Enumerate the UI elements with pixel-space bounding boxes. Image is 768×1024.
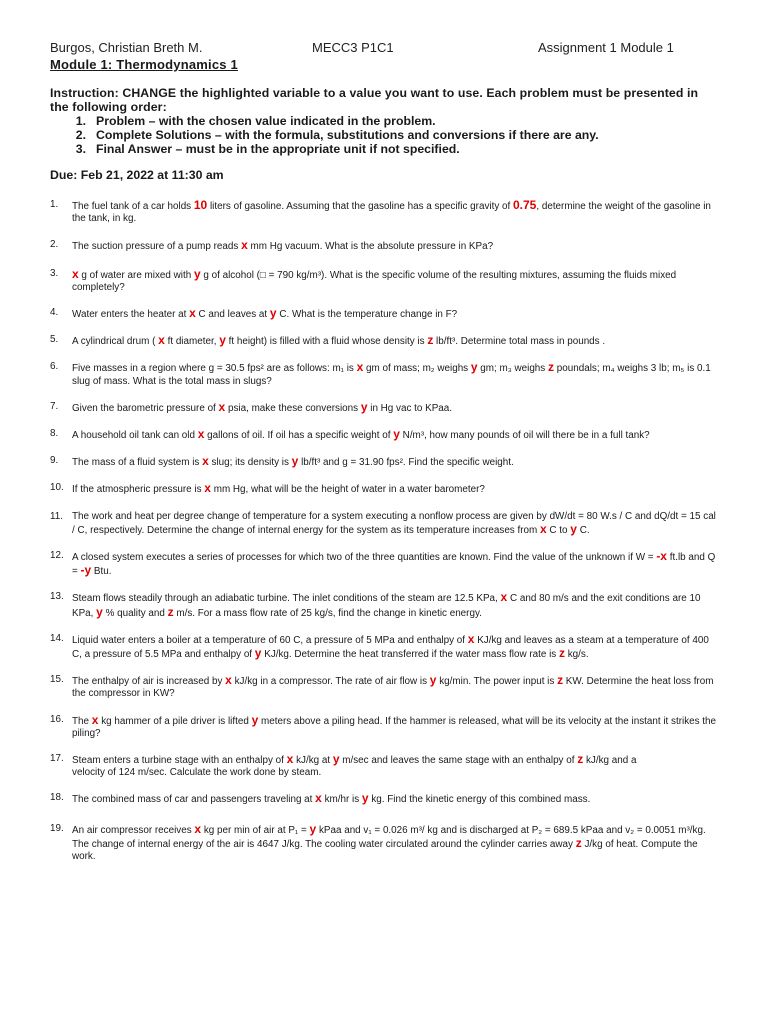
problem-text-segment: meters above a piling head. If the hammer is released, what will be its velocity at the instant it strikes the piling? [72,715,717,739]
problem-item [50,550,718,578]
problem-number: 12. [50,550,64,562]
problem-text-segment: C. [576,524,590,536]
instruction-step [50,142,718,156]
problem-text-segment: ft height) is filled with a fluid whose density is [225,336,428,348]
highlighted-variable: y [309,821,317,836]
problem-item [50,792,718,806]
highlighted-variable: x [241,238,248,253]
problem-text-segment: ft diameter, [164,336,220,348]
problem-number: 5. [50,334,59,346]
problem-item [50,455,718,469]
problem-text [72,482,718,496]
student-name: Burgos, Christian Breth M. [50,40,203,55]
instruction-text: Instruction: CHANGE the highlighted variable to a value you want to use. Each problem must be presented in the following order: [50,86,699,114]
problem-text [72,792,718,806]
highlighted-variable: z [548,360,554,375]
highlighted-variable: y [332,752,340,767]
highlighted-variable: y [360,399,368,414]
highlighted-variable: -x [656,549,667,564]
highlighted-variable: -y [80,563,92,578]
problem-text-segment: gm of mass; m₂ weighs [363,363,471,375]
problem-text-segment: kg. Find the kinetic energy of this combined mass. [368,794,591,806]
problem-text-segment: liters of gasoline. Assuming that the gasoline has a specific gravity of [207,201,513,212]
problem-text-segment: The mass of a fluid system is [72,457,203,469]
problem-item [50,268,718,294]
problem-number: 9. [50,455,59,467]
highlighted-variable: y [429,673,437,688]
problem-text-segment: Water enters the heater at [72,309,190,321]
problem-number: 15. [50,674,64,686]
problem-number: 11. [50,510,63,522]
highlighted-variable: z [558,646,565,661]
problem-list [50,199,718,863]
step-text: Final Answer – must be in the appropriate unit if not specified. [96,142,460,156]
problem-text-segment: kJ/kg and a [583,755,637,767]
problem-text-segment: If the atmospheric pressure is [72,484,205,496]
problem-text-segment: kJ/kg at [293,755,333,767]
problem-number: 6. [50,361,59,373]
highlighted-variable: x [356,360,364,375]
step-number: 2. [75,128,86,142]
problem-text [72,307,718,321]
problem-text-segment: m/sec and leaves the same stage with an enthalpy of [339,755,578,767]
problem-text [72,591,718,619]
problem-item [50,239,718,253]
highlighted-variable: x [218,399,226,414]
problem-text [72,674,718,700]
highlighted-variable: x [315,791,322,806]
highlighted-variable: y [219,333,226,348]
problem-item [50,428,718,442]
highlighted-variable: y [470,360,478,375]
highlighted-variable: 0.75 [512,198,537,212]
problem-text-segment: g of alcohol (□ = 790 kg/m³). What is the specific volume of the resulting mixtures, assuming the fluids mixed completely? [72,269,677,293]
module-title: Module 1: Thermodynamics 1 [50,57,238,72]
problem-item [50,361,718,387]
highlighted-variable: x [72,266,79,281]
problem-text [72,753,718,779]
problem-text-segment: The [72,715,92,727]
course-code: MECC3 P1C1 [312,40,394,55]
highlighted-variable: y [254,646,262,661]
problem-text-segment: gallons of oil. If oil has a specific weight of [204,430,394,442]
problem-text-segment: mm Hg vacuum. What is the absolute pressure in KPa? [247,241,494,253]
problem-item [50,714,718,740]
highlighted-variable: y [570,521,577,536]
problem-number: 14. [50,632,64,644]
instruction-steps [50,114,718,156]
problem-number: 7. [50,400,59,412]
problem-text-segment: The enthalpy of air is increased by [72,676,226,688]
highlighted-variable: z [577,752,584,767]
problem-item [50,674,718,700]
problem-text-segment: A closed system executes a series of processes for which two of the three quantities are known. Find the value of the unknown if W = [72,552,657,564]
problem-text-segment: poundals; m₄ weighs 3 lb; m₅ is 0.1 slug of mass. What is the total mass in slugs? [72,363,711,387]
problem-text-segment: Liquid water enters a boiler at a temperature of 60 C, a pressure of 5 MPa and enthalpy of [72,634,468,646]
problem-text [72,361,718,387]
problem-number: 10. [50,482,64,494]
problem-text-segment: g of water are mixed with [78,269,194,281]
problem-text-segment: m/s. For a mass flow rate of 25 kg/s, find the change in kinetic energy. [173,607,482,619]
problem-item [50,334,718,348]
problem-number: 13. [50,591,64,603]
problem-text-segment: gm; m₃ weighs [477,363,548,375]
problem-text-segment: KW. Determine the heat loss from the compressor in KW? [72,676,714,700]
problem-number: 3. [50,267,59,279]
problem-text-segment: An air compressor receives [72,824,195,836]
problem-text-segment: kg/min. The power input is [436,676,558,688]
highlighted-variable: z [427,333,434,348]
problem-text [72,334,718,348]
problem-item [50,307,718,321]
problem-text-segment: ft.lb and Q = [72,552,716,578]
problem-text-segment: The suction pressure of a pump reads [72,241,242,253]
highlighted-variable: 10 [193,198,208,212]
problem-number: 18. [50,792,64,804]
highlighted-variable: x [189,306,196,321]
highlighted-variable: z [575,835,582,850]
problem-text-segment: Btu. [91,566,112,578]
problem-text-segment: C. What is the temperature change in F? [276,309,458,321]
problem-text-segment: A household oil tank can old [72,430,198,442]
problem-text-segment: kJ/kg in a compressor. The rate of air flow is [231,676,430,688]
highlighted-variable: z [557,673,564,688]
problem-text-segment: KJ/kg and leaves as a steam at a temperature of 400 C, a pressure of 5.5 MPa and enthalpy of [72,634,709,661]
header-line [50,40,718,56]
problem-text-segment: in Hg vac to KPaa. [367,402,453,414]
problem-item [50,823,718,864]
problem-number: 8. [50,428,59,440]
problem-text-segment: lb/ft³ and g = 31.90 fps². Find the specific weight. [298,457,514,469]
problem-text-segment: kg hammer of a pile driver is lifted [98,715,252,727]
problem-number: 2. [50,239,59,251]
problem-item [50,591,718,619]
highlighted-variable: x [91,712,99,727]
problem-text [72,550,718,578]
problem-item [50,511,718,537]
highlighted-variable: x [197,427,205,442]
highlighted-variable: x [500,590,508,605]
problem-text-segment: kg per min of air at P₁ = [201,824,310,836]
problem-text-segment: mm Hg, what will be the height of water in a water barometer? [210,484,485,496]
highlighted-variable: z [167,604,174,619]
problem-text-segment: % quality and [102,607,168,619]
problem-text-segment: lb/ft³. Determine total mass in pounds . [433,336,606,348]
problem-text-segment: Steam enters a turbine stage with an enthalpy of [72,755,287,767]
highlighted-variable: y [361,791,369,806]
problem-text [72,714,718,740]
problem-item [50,482,718,496]
problem-text-segment: KJ/kg. Determine the heat transferred if the water mass flow rate is [261,649,559,661]
problem-number: 19. [50,822,64,834]
instruction-step [50,128,718,142]
problem-text-segment: slug; its density is [208,457,292,469]
step-text: Problem – with the chosen value indicated in the problem. [96,114,436,128]
problem-text-segment: N/m³, how many pounds of oil will there be in a full tank? [399,430,650,442]
step-text: Complete Solutions – with the formula, substitutions and conversions if there are any. [96,128,599,142]
highlighted-variable: x [286,752,294,767]
problem-text-segment: The combined mass of car and passengers traveling at [72,794,316,806]
highlighted-variable: y [393,427,400,442]
due-date: Due: Feb 21, 2022 at 11:30 am [50,168,224,182]
highlighted-variable: x [204,481,211,496]
problem-text-segment: A cylindrical drum ( [72,336,159,348]
problem-number: 16. [50,713,64,725]
problem-text-segment: kg/s. [564,649,589,661]
highlighted-variable: x [202,454,209,469]
assignment-label: Assignment 1 Module 1 [538,40,674,55]
problem-item [50,753,718,779]
problem-text [72,199,718,225]
problem-text-segment: The work and heat per degree change of temperature for a system executing a nonflow process are given by dW/dt = 80 W.s / C and dQ/dt = 15 cal / C, respectively. Determine the change of internal energy for the system as its temperature increases from [72,510,716,536]
highlighted-variable: x [467,631,475,646]
problem-text-segment: kPaa and v₁ = 0.026 m³/ kg and is discharged at P₂ = 689.5 kPaa and v₂ = 0.0051 m³/kg. The change of internal energy of the air is 4647 J/kg. The cooling water circulated around the cylinder carries away [72,824,706,850]
problem-item [50,199,718,225]
problem-text-segment: Five masses in a region where g = 30.5 fps² are as follows: m₁ is [72,363,357,375]
problem-number: 1. [50,199,59,210]
step-number: 1. [75,114,86,128]
highlighted-variable: x [540,521,547,536]
problem-text [72,428,718,442]
problem-text-segment: C to [546,524,571,536]
problem-text-segment: psia, make these conversions [225,402,361,414]
problem-text [72,455,718,469]
highlighted-variable: x [225,673,232,688]
highlighted-variable: y [269,306,277,321]
problem-text-segment: velocity of 124 m/sec. Calculate the work done by steam. [72,767,322,779]
problem-text [72,633,718,661]
highlighted-variable: x [158,333,165,348]
highlighted-variable: y [251,712,259,727]
problem-text [72,268,718,294]
problem-text-segment: J/kg of heat. Compute the work. [72,838,698,863]
problem-text-segment: , determine the weight of the gasoline in the tank, in kg. [72,201,711,225]
problem-number: 17. [50,753,64,765]
highlighted-variable: y [193,266,201,281]
problem-text [72,511,718,537]
highlighted-variable: y [291,454,299,469]
problem-text-segment: C and leaves at [195,309,270,321]
problem-item [50,633,718,661]
instruction-step [50,114,718,128]
problem-text-segment: Steam flows steadily through an adiabatic turbine. The inlet conditions of the steam are 12.5 KPa, [72,593,501,605]
problem-text-segment: Given the barometric pressure of [72,402,219,414]
problem-number: 4. [50,307,59,319]
problem-text-segment: C and 80 m/s and the exit conditions are 10 KPa, [72,593,701,619]
problem-text-segment: km/hr is [321,794,362,806]
problem-text [72,401,718,415]
step-number: 3. [75,142,86,156]
highlighted-variable: y [96,604,103,619]
problem-item [50,401,718,415]
problem-text [72,823,718,864]
problem-text [72,239,718,253]
highlighted-variable: x [194,821,202,836]
problem-text-segment: The fuel tank of a car holds [72,201,194,212]
